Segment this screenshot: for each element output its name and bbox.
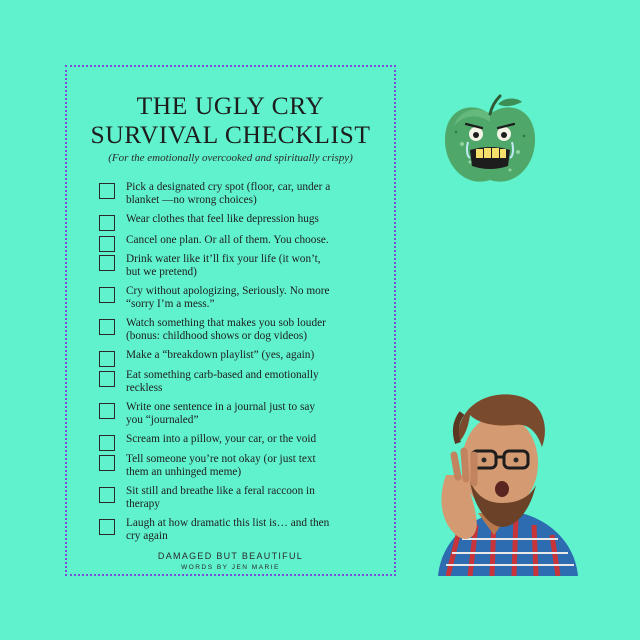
subtitle: (For the emotionally overcooked and spiritually crispy): [108, 152, 353, 164]
checkbox[interactable]: [99, 215, 115, 231]
crying-apple-illustration: [440, 92, 540, 192]
checkbox[interactable]: [99, 236, 115, 252]
checklist-card: [65, 65, 396, 576]
item-text: Watch something that makes you sob louder (bonus: childhood shows or dog videos): [126, 317, 326, 342]
item-text: Wear clothes that feel like depression hugs: [126, 213, 319, 225]
checkbox[interactable]: [99, 487, 115, 503]
checkbox[interactable]: [99, 403, 115, 419]
checkbox[interactable]: [99, 519, 115, 535]
distressed-man-photo: [418, 385, 578, 576]
title-line-1: THE UGLY CRY: [136, 91, 325, 120]
item-text: Write one sentence in a journal just to say you “journaled”: [126, 401, 316, 426]
checkbox[interactable]: [99, 371, 115, 387]
brand-name: DAMAGED BUT BEAUTIFUL: [157, 551, 304, 561]
item-text: Laugh at how dramatic this list is… and then cry again: [126, 517, 330, 542]
byline: WORDS BY JEN MARIE: [181, 564, 280, 571]
item-text: Pick a designated cry spot (floor, car, under a blanket —no wrong choices): [126, 181, 331, 206]
checkbox[interactable]: [99, 319, 115, 335]
item-text: Scream into a pillow, your car, or the void: [126, 433, 317, 445]
checkbox[interactable]: [99, 255, 115, 271]
checkbox[interactable]: [99, 287, 115, 303]
item-text: Make a “breakdown playlist” (yes, again): [126, 349, 315, 361]
checkbox[interactable]: [99, 351, 115, 367]
item-text: Drink water like it’ll fix your life (it won’t, but we pretend): [126, 253, 321, 278]
item-text: Tell someone you’re not okay (or just text them an unhinged meme): [126, 453, 316, 478]
checkbox[interactable]: [99, 435, 115, 451]
item-text: Eat something carb-based and emotionally reckless: [126, 369, 319, 394]
item-text: Cry without apologizing, Seriously. No more “sorry I’m a mess.”: [126, 285, 330, 310]
title-line-2: SURVIVAL CHECKLIST: [90, 120, 371, 149]
checklist-title: [67, 91, 394, 149]
item-text: Sit still and breathe like a feral raccoon in therapy: [126, 485, 315, 510]
checkbox[interactable]: [99, 183, 115, 199]
item-text: Cancel one plan. Or all of them. You choose.: [126, 234, 329, 246]
checkbox[interactable]: [99, 455, 115, 471]
